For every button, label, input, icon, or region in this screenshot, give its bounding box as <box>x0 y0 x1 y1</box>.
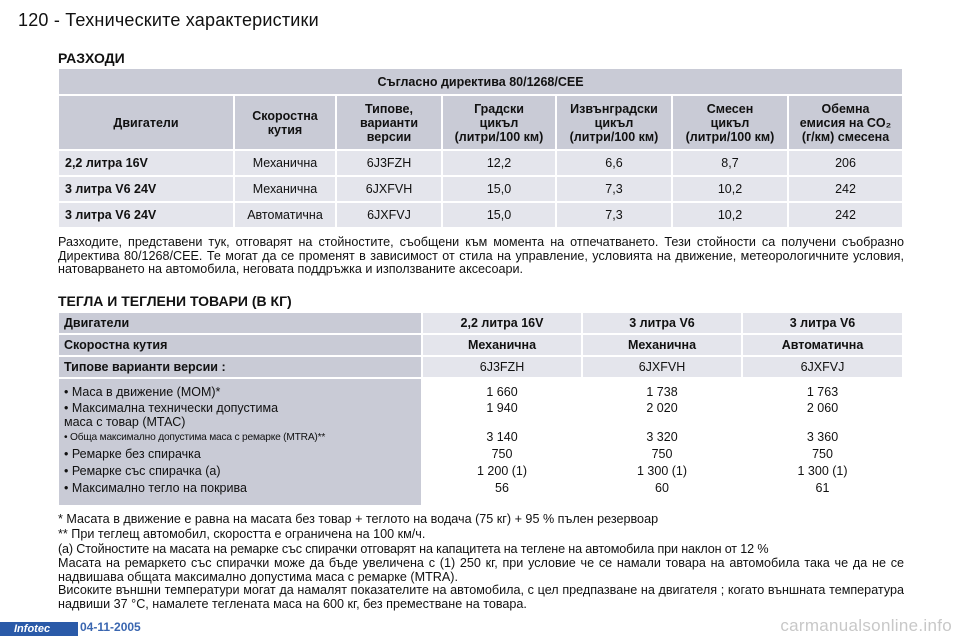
footnote-mom: * Масата в движение е равна на масата без товар + теглото на водача (75 кг) + 95 % пълен резервоар <box>58 512 659 526</box>
value-cell: 1 300 (1) <box>636 464 688 478</box>
co2-cell: 242 <box>789 177 902 201</box>
value-cell: 1 660 <box>486 385 518 399</box>
value-cell: 1 940 <box>486 401 518 415</box>
extra-urban-cell: 7,3 <box>557 177 671 201</box>
value-cell: 1 200 (1) <box>476 464 528 478</box>
directive-header: Съгласно директива 80/1268/CEE <box>59 69 902 94</box>
gearbox-label: Скоростна кутия <box>59 335 421 355</box>
weights-col-1 <box>423 379 581 505</box>
value-cell: 750 <box>491 447 513 461</box>
header-engines: Двигатели <box>59 96 233 149</box>
weight-label-braked: • Ремарке със спирачка (а) <box>64 464 221 478</box>
value-cell: 1 763 <box>806 385 839 399</box>
header-urban-cycle: Градски цикъл (литри/100 км) <box>443 96 555 149</box>
value-cell: 750 <box>812 447 833 461</box>
header-extra-urban-cycle: Извънградски цикъл (литри/100 км) <box>557 96 671 149</box>
version-col-3: 6JXFVJ <box>743 357 902 377</box>
version-cell: 6J3FZH <box>337 151 441 175</box>
value-cell: 60 <box>655 481 669 495</box>
versions-label: Типове варианти версии : <box>59 357 421 377</box>
engine-cell: 3 литра V6 24V <box>59 203 233 227</box>
weight-label-mtra: • Обща максимално допустима маса с ремарке (МТRA)** <box>64 432 326 443</box>
gearbox-cell: Механична <box>235 177 335 201</box>
footnote-speed: ** При теглещ автомобил, скоростта е ограничена на 100 км/ч. <box>58 527 426 541</box>
extra-urban-cell: 7,3 <box>557 203 671 227</box>
header-co2-emission: Обемна емисия на CO₂ (г/км) смесена <box>789 96 902 149</box>
footer-date: 04-11-2005 <box>80 620 141 634</box>
table-row <box>59 203 902 227</box>
gearbox-col-3: Автоматична <box>743 335 902 355</box>
table-row <box>59 177 902 201</box>
weight-label-unbraked: • Ремарке без спирачка <box>64 447 201 461</box>
infotec-logo: Infotec <box>0 622 78 636</box>
value-cell: 2 020 <box>646 401 678 415</box>
engine-cell: 2,2 литра 16V <box>59 151 233 175</box>
value-cell: 2 060 <box>806 401 839 415</box>
weights-col-3 <box>743 379 902 505</box>
weights-table <box>57 311 904 507</box>
gearbox-cell: Автоматична <box>235 203 335 227</box>
footnotes <box>58 512 904 611</box>
value-cell: 61 <box>815 481 830 495</box>
value-cell: 1 738 <box>646 385 678 399</box>
consumption-section-title: РАЗХОДИ <box>58 50 125 66</box>
version-cell: 6JXFVH <box>337 177 441 201</box>
mixed-cell: 10,2 <box>673 177 787 201</box>
gearbox-cell: Механична <box>235 151 335 175</box>
extra-urban-cell: 6,6 <box>557 151 671 175</box>
engine-col-1: 2,2 литра 16V <box>423 313 581 333</box>
value-cell: 3 360 <box>806 430 839 444</box>
header-versions: Типове, варианти версии <box>337 96 441 149</box>
header-gearbox: Скоростна кутия <box>235 96 335 149</box>
urban-cell: 12,2 <box>443 151 555 175</box>
consumption-table <box>57 67 904 229</box>
value-cell: 3 320 <box>646 430 678 444</box>
value-cell: 750 <box>651 447 673 461</box>
weights-col-2 <box>583 379 741 505</box>
page-header: 120 - Техническите характеристики <box>18 10 319 30</box>
version-col-1: 6J3FZH <box>423 357 581 377</box>
weight-label-mtac: • Максимална технически допустима маса с товар (МТАС) <box>64 401 279 429</box>
co2-cell: 242 <box>789 203 902 227</box>
mixed-cell: 10,2 <box>673 203 787 227</box>
footnote-trailer-increase: Масата на ремаркето със спирачки може да бъде увеличена с (1) 250 кг, при условие че се намали товара на автомобила така че да не се надвишава общата максимално допустима маса с ремарке (МТRA). <box>58 556 904 584</box>
gearbox-col-2: Механична <box>583 335 741 355</box>
engine-col-2: 3 литра V6 <box>583 313 741 333</box>
weights-labels <box>59 379 421 505</box>
urban-cell: 15,0 <box>443 203 555 227</box>
engines-label: Двигатели <box>59 313 421 333</box>
version-cell: 6JXFVJ <box>337 203 441 227</box>
value-cell: 1 300 (1) <box>797 464 848 478</box>
table-row <box>59 151 902 175</box>
mixed-cell: 8,7 <box>673 151 787 175</box>
engine-col-3: 3 литра V6 <box>743 313 902 333</box>
weights-section-title: ТЕГЛА И ТЕГЛЕНИ ТОВАРИ (В КГ) <box>58 293 292 309</box>
header-mixed-cycle: Смесен цикъл (литри/100 км) <box>673 96 787 149</box>
co2-cell: 206 <box>789 151 902 175</box>
engine-cell: 3 литра V6 24V <box>59 177 233 201</box>
footnote-temperature: Високите външни температури могат да намалят показателите на автомобила, с цел предпазване на двигателя ; когато външната температура надвиши 37 °С, намалете теглената маса на 600 кг, без преместване на товара. <box>58 583 904 611</box>
value-cell: 3 140 <box>486 430 518 444</box>
value-cell: 56 <box>495 481 509 495</box>
urban-cell: 15,0 <box>443 177 555 201</box>
version-col-2: 6JXFVH <box>583 357 741 377</box>
footnote-braked-trailer: (а) Стойностите на масата на ремарке със спирачки отговарят на капацитета на теглене на автомобила при наклон от 12 % <box>58 542 769 556</box>
watermark: carmanualsonline.info <box>780 616 952 635</box>
weight-label-mom: • Маса в движение (МОМ)* <box>64 385 221 399</box>
gearbox-col-1: Механична <box>423 335 581 355</box>
weight-label-roof: • Максимално тегло на покрива <box>64 481 247 495</box>
consumption-note: Разходите, представени тук, отговарят на стойностите, съобщени към момента на отпечатването. Тези стойности са получени съобразно Директива 80/1268/CEE. Те могат да се променят в зависимост от стила на управление, условията на движение, метеорологичните условия, натоварването на автомобила, неговата поддръжка и използваните аксесоари. <box>58 235 904 276</box>
